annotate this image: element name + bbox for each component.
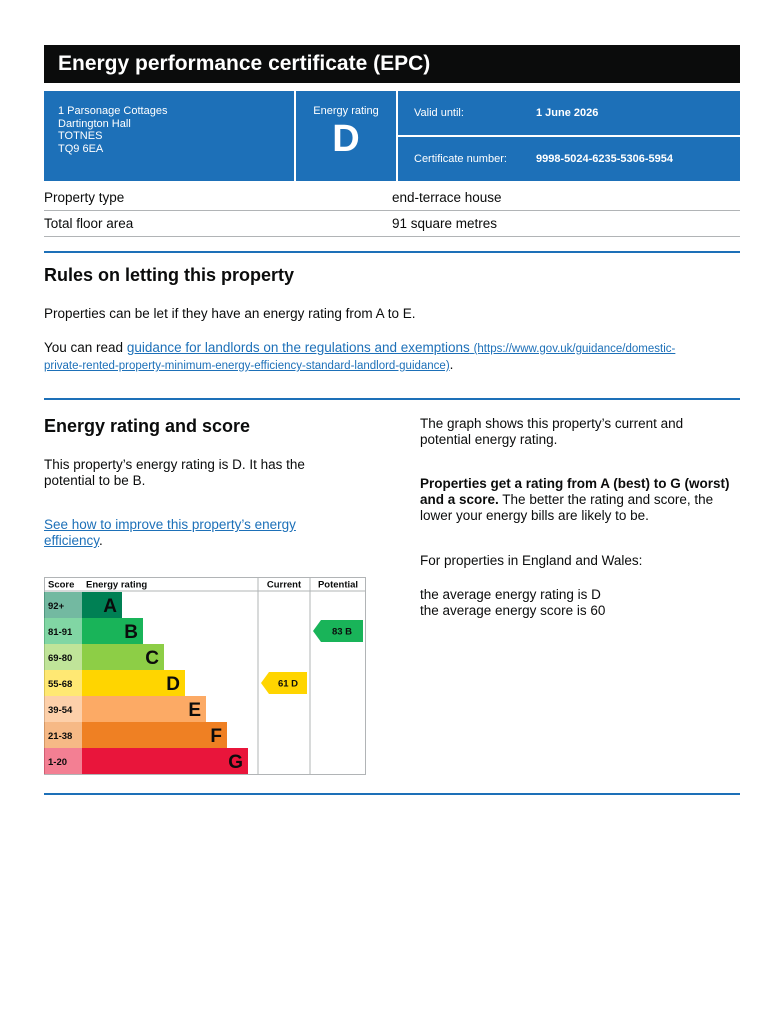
chart-header-current: Current	[266, 579, 302, 591]
epc-page	[44, 45, 740, 795]
property-type-value: end-terrace house	[392, 190, 502, 205]
energy-rating-graph	[44, 577, 366, 775]
score-range-label: 81-91	[48, 627, 73, 638]
certificate-summary	[44, 91, 740, 181]
energy-rating-label: Energy rating	[313, 105, 379, 117]
score-range-label: 92+	[48, 601, 65, 612]
section-divider	[44, 251, 740, 253]
address-line-3: TOTNES	[58, 130, 103, 142]
score-range-label: 39-54	[48, 705, 73, 716]
energy-rating-chart	[44, 577, 366, 775]
valid-until-row	[398, 91, 740, 135]
improve-paragraph: See how to improve this property’s energy efficiency.	[44, 517, 296, 548]
potential-rating-label: 83 B	[331, 626, 353, 638]
property-type-row	[44, 185, 740, 211]
rating-letter: E	[188, 700, 201, 721]
address-line-2: Dartington Hall	[58, 117, 131, 130]
rules-heading: Rules on letting this property	[44, 265, 295, 285]
energy-rating-letter: D	[332, 118, 360, 160]
england-wales-intro: For properties in England and Wales:	[420, 553, 643, 568]
valid-until-value: 1 June 2026	[536, 107, 599, 119]
section-divider	[44, 398, 740, 400]
chart-header-potential: Potential	[317, 579, 359, 591]
current-rating-label: 61 D	[277, 678, 299, 690]
score-text: This property’s energy rating is D. It has the potential to be B.	[44, 457, 305, 488]
chart-header-rating: Energy rating	[86, 579, 148, 591]
property-address	[44, 91, 296, 181]
score-range-label: 69-80	[48, 653, 73, 664]
graph-explanation: The graph shows this property’s current and potential energy rating.	[420, 416, 684, 447]
guidance-link[interactable]: guidance for landlords on the regulations and exemptions (https://www.gov.uk/guidance/domestic- private-rented-property-minimum-energy-efficiency-standard-landlord-guidance)	[44, 340, 676, 372]
rating-explanation: Properties get a rating from A (best) to G (worst) and a score. The better the rating and score, the lower your energy bills are likely to be.	[420, 476, 730, 523]
rating-letter: D	[166, 674, 180, 695]
property-type-label: Property type	[44, 190, 125, 205]
valid-until-label: Valid until:	[414, 107, 464, 119]
rating-letter: B	[124, 622, 138, 643]
guidance-prefix: You can read	[44, 340, 127, 355]
score-left-column	[44, 414, 384, 775]
score-right-column	[420, 414, 740, 775]
floor-area-label: Total floor area	[44, 216, 134, 231]
rating-letter: C	[145, 648, 159, 669]
certificate-number-label: Certificate number:	[414, 153, 507, 165]
rules-text: Properties can be let if they have an energy rating from A to E.	[44, 306, 416, 321]
score-range-label: 55-68	[48, 679, 73, 690]
address-line-1: 1 Parsonage Cottages	[58, 105, 168, 117]
score-range-label: 1-20	[48, 757, 68, 768]
average-ratings: the average energy rating is D the average energy score is 60	[420, 587, 606, 618]
section-divider	[44, 793, 740, 795]
rating-letter: F	[210, 726, 222, 747]
floor-area-row	[44, 211, 740, 237]
rating-bar	[82, 722, 227, 748]
rating-letter: G	[228, 752, 243, 773]
property-details	[44, 185, 740, 237]
score-range-label: 21-38	[48, 731, 73, 742]
rules-section	[44, 265, 740, 374]
rating-letter: A	[103, 596, 117, 617]
floor-area-value: 91 square metres	[392, 216, 498, 231]
certificate-meta	[398, 91, 740, 181]
energy-rating-cell	[296, 91, 398, 181]
certificate-number-value: 9998-5024-6235-5306-5954	[536, 153, 674, 165]
improve-efficiency-link[interactable]: See how to improve this property’s energy efficiency	[44, 517, 296, 548]
score-heading: Energy rating and score	[44, 416, 251, 436]
score-section	[44, 414, 740, 775]
rules-guidance: You can read guidance for landlords on the regulations and exemptions (https://www.gov.uk/guidance/domestic- private-rented-property-minimum-energy-efficiency-standard-landlord-guidance).	[44, 340, 676, 372]
address-line-4: TQ9 6EA	[58, 142, 104, 155]
rating-bar	[82, 748, 248, 774]
certificate-number-row	[398, 135, 740, 181]
chart-header-score: Score	[48, 579, 75, 591]
page-title: Energy performance certificate (EPC)	[44, 45, 740, 83]
